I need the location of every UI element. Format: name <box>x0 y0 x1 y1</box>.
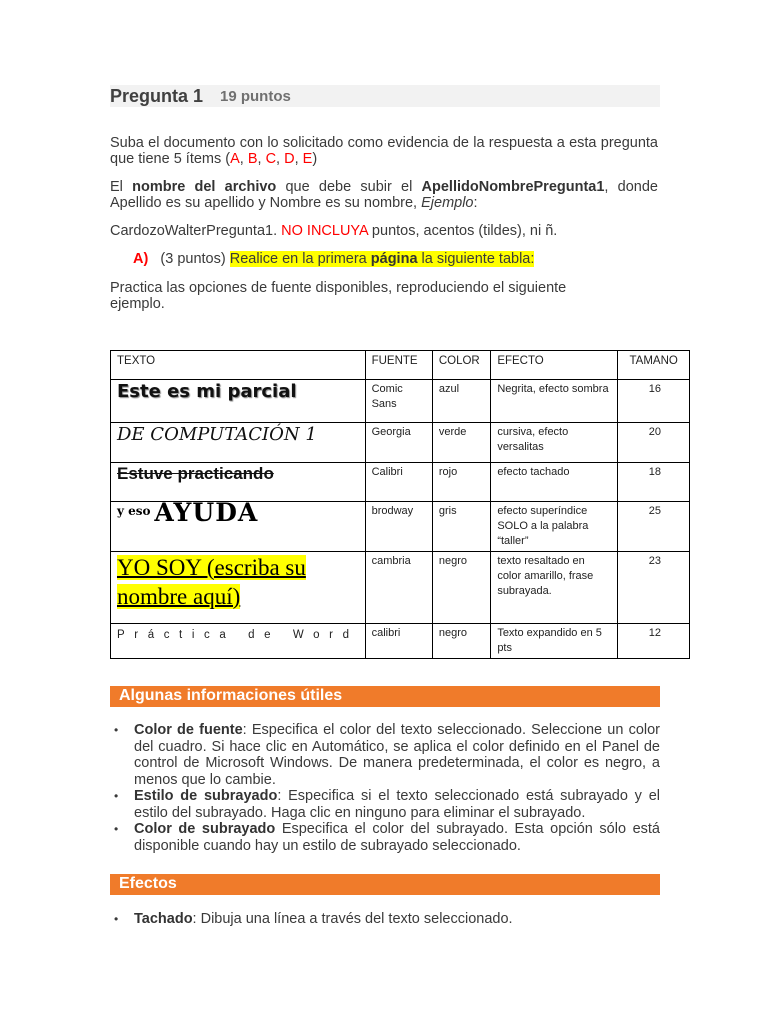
table-row: DE COMPUTACIÓN 1 Georgia verde cursiva, efecto versalitas 20 <box>111 423 690 463</box>
intro-paragraph-4: Practica las opciones de fuente disponibles, reproduciendo el siguiente ejemplo. <box>110 280 567 312</box>
list-item: • Color de subrayado Especifica el color del subrayado. Esta opción sólo está disponible cuando hay un estilo de subrayado seleccionado. <box>114 821 660 854</box>
intro-paragraph-1: Suba el documento con lo solicitado como evidencia de la respuesta a esta pregunta que tiene 5 ítems (A, B, C, D, E) <box>110 135 658 167</box>
table-header-row <box>111 351 690 380</box>
question-header <box>110 85 660 107</box>
info-bullet-list <box>110 722 660 854</box>
table-row: Este es mi parcial Comic Sans azul Negrita, efecto sombra 16 <box>111 380 690 423</box>
sample-text: y eso AYUDA <box>117 498 259 527</box>
section-header-informaciones: Algunas informaciones útiles <box>110 686 660 707</box>
sample-text: YO SOY (escriba su nombre aquí) <box>117 555 306 609</box>
section-header-efectos: Efectos <box>110 874 660 895</box>
sample-text: Estuve practicando <box>117 464 274 483</box>
intro-paragraph-2: El nombre del archivo que debe subir el ApellidoNombrePregunta1, donde Apellido es su apellido y Nombre es su nombre, Ejemplo: <box>110 179 658 211</box>
table-row: Estuve practicando Calibri rojo efecto tachado 18 <box>111 463 690 502</box>
bullet-icon: • <box>114 912 119 926</box>
highlighted-instruction: Realice en la primera página la siguiente tabla: <box>229 251 535 267</box>
question-points: 19 puntos <box>220 88 291 105</box>
intro-paragraph-3: CardozoWalterPregunta1. NO INCLUYA puntos, acentos (tildes), ni ñ. <box>110 223 558 239</box>
table-row: YO SOY (escriba su nombre aquí) cambria negro texto resaltado en color amarillo, frase subrayada. 23 <box>111 552 690 624</box>
bullet-icon: • <box>114 723 119 737</box>
item-a-label: A) <box>133 251 149 267</box>
header-tamano: TAMANO <box>618 351 690 380</box>
item-a-ref: A <box>230 151 240 167</box>
table-row: Práctica de Word calibri negro Texto expandido en 5 pts 12 <box>111 624 690 659</box>
list-item: • Estilo de subrayado: Especifica si el texto seleccionado está subrayado y el estilo del subrayado. Haga clic en ninguno para eliminar el subrayado. <box>114 788 660 821</box>
item-c-ref: C <box>265 151 277 167</box>
item-b-ref: B <box>247 151 258 167</box>
header-efecto: EFECTO <box>491 351 618 380</box>
header-fuente: FUENTE <box>365 351 432 380</box>
header-texto: TEXTO <box>111 351 366 380</box>
header-color: COLOR <box>432 351 490 380</box>
item-e-ref: E <box>302 151 313 167</box>
list-item: • Color de fuente: Especifica el color del texto seleccionado. Seleccione un color del cuadro. Si hace clic en Automático, se aplica el color definido en el Panel de control de Microsoft Windows. De manera predeterminada, el color es negro, a menos que lo cambie. <box>114 722 660 788</box>
sample-text: DE COMPUTACIÓN 1 <box>117 424 317 445</box>
item-d-ref: D <box>284 151 295 167</box>
sample-text: Este es mi parcial <box>117 381 297 402</box>
list-item: • Tachado: Dibuja una línea a través del texto seleccionado. <box>114 911 513 927</box>
effects-bullet-list <box>110 911 660 928</box>
font-practice-table <box>110 350 690 659</box>
sample-text: Práctica de Word <box>117 629 359 641</box>
item-a-instruction: A) (3 puntos) Realice en la primera página la siguiente tabla: <box>133 251 535 267</box>
bullet-icon: • <box>114 822 119 836</box>
bullet-icon: • <box>114 789 119 803</box>
question-title: Pregunta 1 <box>110 86 204 106</box>
table-row: y eso AYUDA brodway gris efecto superíndice SOLO a la palabra “taller” 25 <box>111 502 690 552</box>
